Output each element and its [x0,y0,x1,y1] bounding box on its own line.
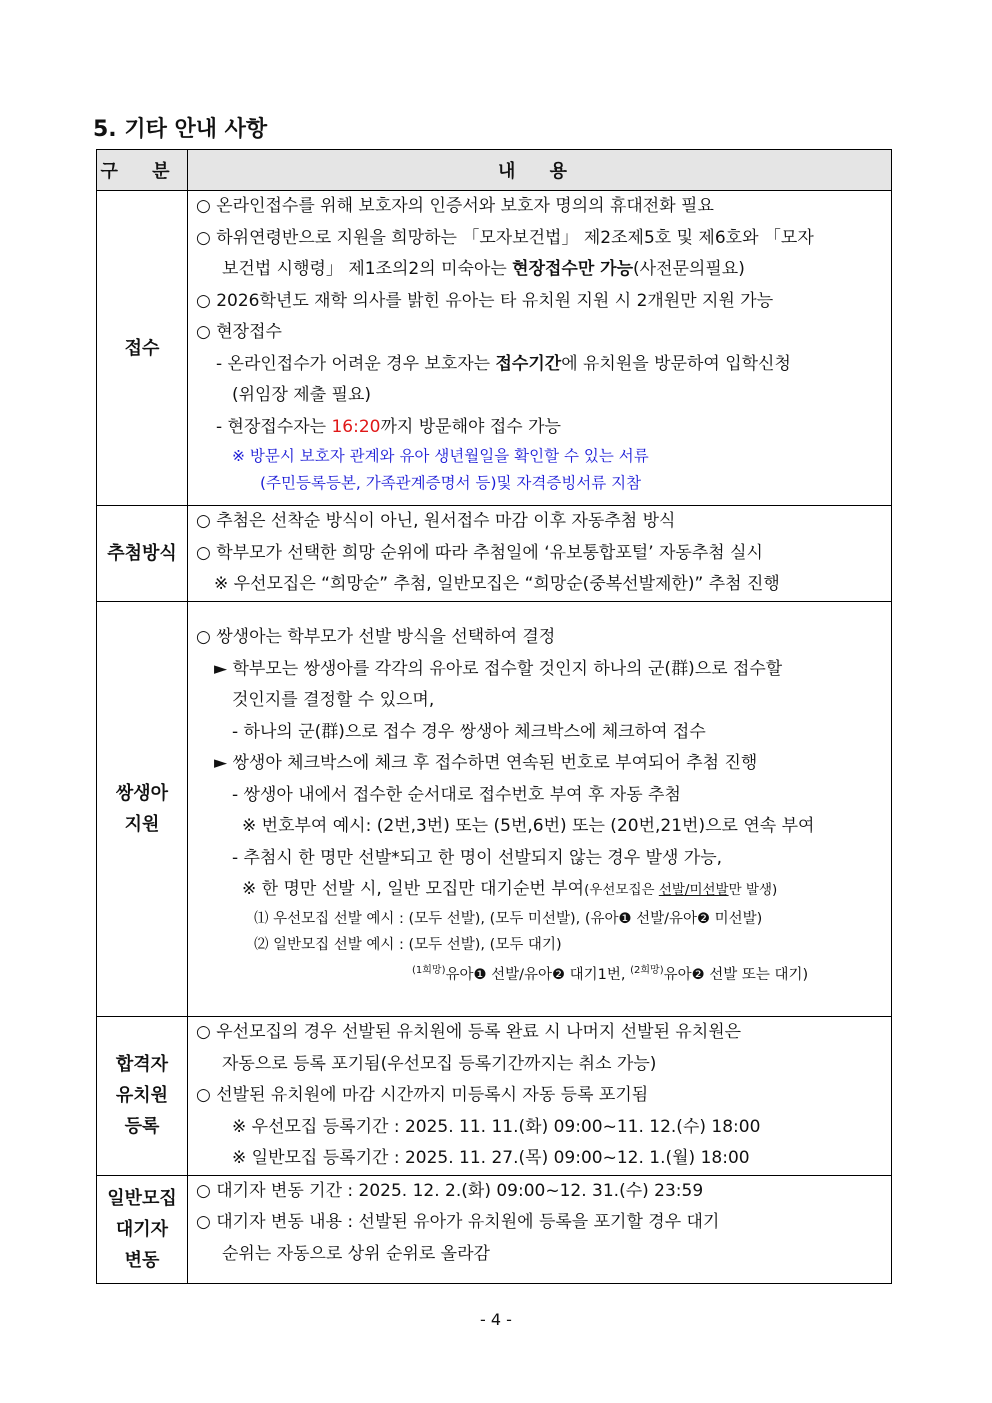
list-item: ※ 번호부여 예시: (2번,3번) 또는 (5번,6번) 또는 (20번,21번)으로 연속 부여 [242,816,815,836]
category-lottery: 추첨방식 [97,506,188,602]
list-item: ► 쌍생아 체크박스에 체크 후 접수하면 연속된 번호로 부여되어 추첨 진행 [214,753,758,773]
table-row-lottery [97,506,892,602]
section-title: 5. 기타 안내 사항 [93,117,268,142]
category-twins: 쌍생아 지원 [97,602,188,1017]
list-item: ※ 우선모집은 “희망순” 추첨, 일반모집은 “희망순(중복선발제한)” 추첨 진행 [214,574,780,594]
list-item: ○ 학부모가 선택한 희망 순위에 따라 추첨일에 ‘유보통합포털’ 자동추첨 실시 [196,542,763,563]
list-item: - 쌍생아 내에서 접수한 순서대로 접수번호 부여 후 자동 추첨 [232,784,681,805]
list-item: 것인지를 결정할 수 있으며, [232,690,435,710]
list-item: ○ 현장접수 [196,322,282,342]
list-item: ○ 하위연령반으로 지원을 희망하는 「모자보건법」 제2조제5호 및 제6호와 「모자 [196,227,814,248]
list-item: - 온라인접수가 어려운 경우 보호자는 접수기간에 유치원을 방문하여 입학신청 [216,353,791,374]
list-item: ○ 대기자 변동 기간 : 2025. 12. 2.(화) 09:00~12. 31.(수) 23:59 [196,1180,704,1201]
list-item: ※ 우선모집 등록기간 : 2025. 11. 11.(화) 09:00~11. 12.(수) 18:00 [232,1116,761,1137]
table-row-waitlist [97,1175,892,1283]
content-waitlist [188,1175,892,1283]
list-item: ※ 일반모집 등록기간 : 2025. 11. 27.(목) 09:00~12. 1.(월) 18:00 [232,1148,750,1168]
list-item: 자동으로 등록 포기됨(우선모집 등록기간까지는 취소 가능) [222,1053,657,1074]
list-item: 순위는 자동으로 상위 순위로 올라감 [222,1243,490,1264]
list-item: ○ 온라인접수를 위해 보호자의 인증서와 보호자 명의의 휴대전화 필요 [196,196,714,216]
category-registration: 합격자 유치원 등록 [97,1017,188,1176]
content-registration [188,1017,892,1176]
list-item: - 하나의 군(群)으로 접수 경우 쌍생아 체크박스에 체크하여 접수 [232,721,706,742]
list-item: ○ 추첨은 선착순 방식이 아닌, 원서접수 마감 이후 자동추첨 방식 [196,511,676,531]
list-item: (위임장 제출 필요) [232,385,372,405]
list-item: 보건법 시행령」 제1조의2의 미숙아는 현장접수만 가능(사전문의필요) [222,259,745,279]
list-item: ► 학부모는 쌍생아를 각각의 유아로 접수할 것인지 하나의 군(群)으로 접수할 [214,658,783,679]
page-number: - 4 - [480,1310,512,1329]
list-item: ○ 대기자 변동 내용 : 선발된 유아가 유치원에 등록을 포기할 경우 대기 [196,1212,720,1232]
list-item: - 현장접수자는 16:20까지 방문해야 접수 가능 [216,416,561,437]
list-item: ※ 한 명만 선발 시, 일반 모집만 대기순번 부여(우선모집은 선발/미선발만 발생) [242,879,778,899]
table-row-twins [97,602,892,1017]
list-item: ○ 선발된 유치원에 마감 시간까지 미등록시 자동 등록 포기됨 [196,1085,649,1105]
category-reception: 접수 [97,191,188,506]
category-waitlist: 일반모집 대기자 변동 [97,1175,188,1283]
guide-table [96,149,892,1284]
table-header-row [97,150,892,191]
content-twins [188,602,892,1017]
table-row-reception [97,191,892,506]
list-item: ⑵ 일반모집 선발 예시 : (모두 선발), (모두 대기) [254,936,562,953]
table-row-registration [97,1017,892,1176]
header-content: 내 용 [188,150,892,191]
note-documents: ※ 방문시 보호자 관계와 유아 생년월일을 확인할 수 있는 서류 [232,447,649,465]
list-item: - 추첨시 한 명만 선발*되고 한 명이 선발되지 않는 경우 발생 가능, [232,847,723,868]
list-item: ○ 쌍생아는 학부모가 선발 방식을 선택하여 결정 [196,627,556,647]
list-item: ○ 2026학년도 재학 의사를 밝힌 유아는 타 유치원 지원 시 2개원만 지원 가능 [196,290,774,311]
list-item: $^{(1희망)}$유아❶ 선발/유아❷ 대기1번, $^{(2희망)}$유아❷ 선발 또는 대기) [412,964,809,983]
content-reception [188,191,892,506]
list-item: ○ 우선모집의 경우 선발된 유치원에 등록 완료 시 나머지 선발된 유치원은 [196,1022,742,1042]
header-category: 구 분 [97,150,188,191]
content-lottery [188,506,892,602]
list-item: ⑴ 우선모집 선발 예시 : (모두 선발), (모두 미선발), (유아❶ 선발/유아❷ 미선발) [254,910,763,927]
note-documents-detail: (주민등록등본, 가족관계증명서 등)및 자격증빙서류 지참 [260,474,642,492]
